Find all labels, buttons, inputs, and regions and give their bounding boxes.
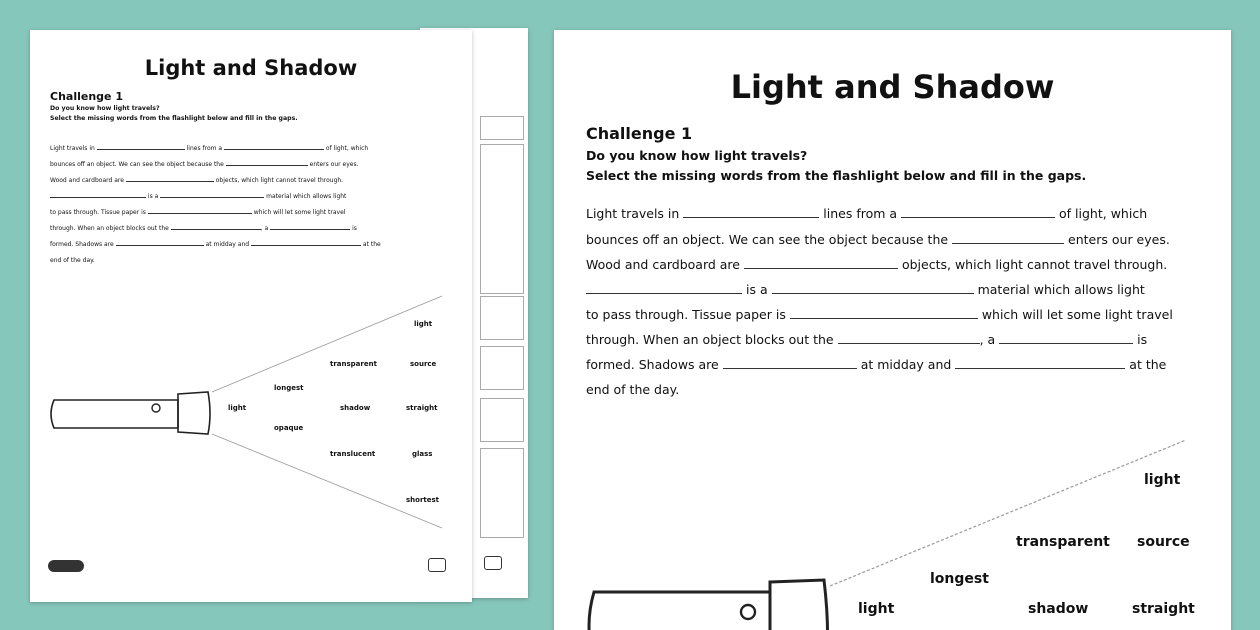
challenge-question: Do you know how light travels? xyxy=(586,148,808,163)
word-bank-word: light xyxy=(1144,472,1181,488)
text-line: through. When an object blocks out the , a is xyxy=(586,332,1148,347)
challenge-title: Challenge 1 xyxy=(50,90,123,103)
worksheet-preview xyxy=(554,30,1231,630)
brand-logo-icon xyxy=(48,560,84,572)
worksheet-title: Light and Shadow xyxy=(144,56,358,80)
word-bank-word: light xyxy=(414,320,433,328)
text-line: end of the day. xyxy=(586,382,680,397)
word-bank-word: glass xyxy=(412,450,433,458)
text-line: is a material which allows light xyxy=(586,282,1145,297)
challenge-title: Challenge 1 xyxy=(586,124,693,143)
back-page-badge-icon xyxy=(484,556,502,570)
worksheet-title: Light and Shadow xyxy=(730,68,1055,106)
word-bank-word: straight xyxy=(406,404,438,412)
word-bank-word: longest xyxy=(930,571,989,587)
word-bank-word: source xyxy=(410,360,437,368)
word-bank-word: transparent xyxy=(1016,534,1110,550)
text-line: Wood and cardboard are objects, which light cannot travel through. xyxy=(586,257,1168,272)
back-page-box xyxy=(480,144,524,294)
challenge-question: Do you know how light travels? xyxy=(50,105,160,112)
text-line: bounces off an object. We can see the object because the enters our eyes. xyxy=(586,232,1170,247)
text-line: Wood and cardboard are objects, which light cannot travel through. xyxy=(50,177,344,184)
worksheet-thumbnail xyxy=(30,30,472,602)
word-bank-word: light xyxy=(228,404,247,412)
flashlight-icon xyxy=(30,30,472,602)
word-bank-word: opaque xyxy=(274,424,304,432)
word-bank-word: longest xyxy=(274,384,304,392)
word-bank-word: light xyxy=(858,601,895,617)
back-page-picture-box xyxy=(480,448,524,538)
word-bank-word: source xyxy=(1137,534,1190,550)
text-line: end of the day. xyxy=(50,257,95,264)
word-bank-word: shadow xyxy=(340,404,371,412)
text-line: formed. Shadows are at midday and at the xyxy=(586,357,1167,372)
text-line: is a material which allows light xyxy=(50,193,346,200)
flashlight-icon xyxy=(554,30,1231,630)
badge-icon xyxy=(428,558,446,572)
text-line: to pass through. Tissue paper is which will let some light travel xyxy=(586,307,1173,322)
word-bank-word: shortest xyxy=(406,496,440,504)
back-page-box xyxy=(480,116,524,140)
back-page-picture-box xyxy=(480,398,524,442)
challenge-instructions: Select the missing words from the flashlight below and fill in the gaps. xyxy=(50,115,298,122)
text-line: to pass through. Tissue paper is which will let some light travel xyxy=(50,209,346,216)
word-bank-word: straight xyxy=(1132,601,1195,617)
challenge-instructions: Select the missing words from the flashlight below and fill in the gaps. xyxy=(586,168,1087,183)
back-page-picture-box xyxy=(480,346,524,390)
text-line: through. When an object blocks out the , a is xyxy=(50,225,357,232)
word-bank-word: translucent xyxy=(330,450,376,458)
text-line: formed. Shadows are at midday and at the xyxy=(50,241,381,248)
text-line: bounces off an object. We can see the object because the enters our eyes. xyxy=(50,161,359,168)
back-page-picture-box xyxy=(480,296,524,340)
word-bank-word: transparent xyxy=(330,360,377,368)
word-bank-word: shadow xyxy=(1028,601,1089,617)
text-line: Light travels in lines from a of light, which xyxy=(586,206,1148,221)
text-line: Light travels in lines from a of light, which xyxy=(50,145,369,152)
